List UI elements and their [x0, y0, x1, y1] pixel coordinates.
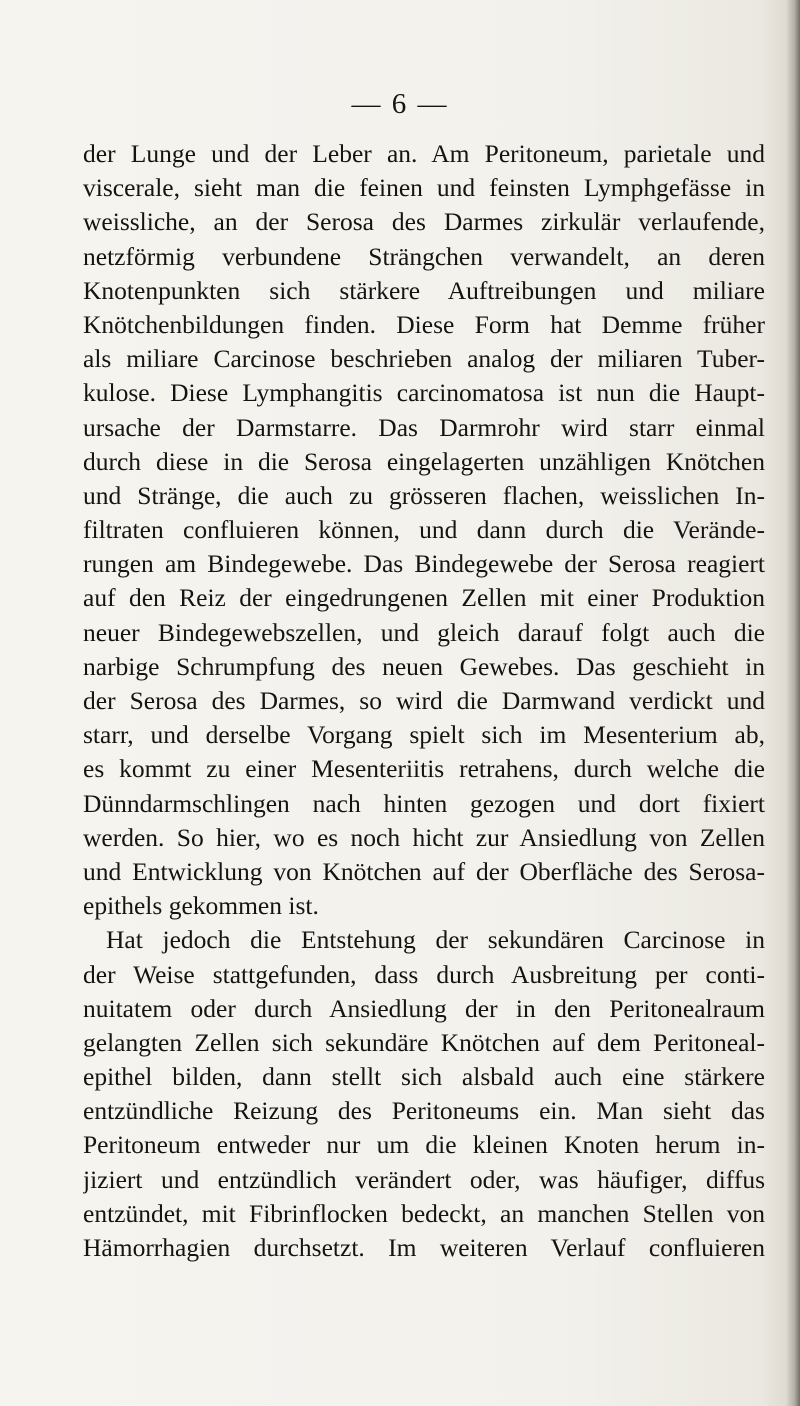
text-line: neuer Bindegewebszellen, und gleich darauf folgt auch die — [83, 617, 765, 647]
body-text — [83, 137, 765, 1265]
text-line: kulose. Diese Lymphangitis carcinomatosa ist nun die Haupt- — [83, 378, 765, 408]
text-line: es kommt zu einer Mesenteriitis retrahens, durch welche die — [83, 754, 765, 784]
page-edge-shadow — [786, 0, 800, 1406]
text-line: Dünndarmschlingen nach hinten gezogen und dort fixiert — [83, 788, 765, 818]
text-line: und Entwicklung von Knötchen auf der Oberfläche des Serosa- — [83, 856, 765, 886]
text-line: als miliare Carcinose beschrieben analog der miliaren Tuber- — [83, 344, 765, 374]
text-line: starr, und derselbe Vorgang spielt sich im Mesenterium ab, — [83, 720, 765, 750]
text-line: jiziert und entzündlich verändert oder, was häufiger, diffus — [83, 1164, 765, 1194]
text-line: durch diese in die Serosa eingelagerten unzähligen Knötchen — [83, 446, 765, 476]
text-line: viscerale, sieht man die feinen und feinsten Lymphgefässe in — [83, 173, 765, 203]
text-line: entzündet, mit Fibrinflocken bedeckt, an manchen Stellen von — [83, 1198, 765, 1228]
text-line: auf den Reiz der eingedrungenen Zellen mit einer Produktion — [83, 583, 765, 613]
text-line: gelangten Zellen sich sekundäre Knötchen auf dem Peritoneal- — [83, 1027, 765, 1057]
text-line-paragraph-start: Hat jedoch die Entstehung der sekundären Carcinose in — [106, 925, 765, 955]
text-line-paragraph-end: epithels gekommen ist. — [83, 891, 319, 921]
text-line: der Weise stattgefunden, dass durch Ausbreitung per conti- — [83, 959, 765, 989]
text-line: nuitatem oder durch Ansiedlung der in den Peritonealraum — [83, 993, 765, 1023]
text-line: Peritoneum entweder nur um die kleinen Knoten herum in- — [83, 1130, 765, 1160]
text-line: Knötchenbildungen finden. Diese Form hat Demme früher — [83, 309, 765, 339]
text-line: weissliche, an der Serosa des Darmes zirkulär verlaufende, — [83, 207, 765, 237]
text-line: entzündliche Reizung des Peritoneums ein. Man sieht das — [83, 1096, 765, 1126]
text-line: Knotenpunkten sich stärkere Auftreibungen und miliare — [83, 275, 765, 305]
text-line: filtraten confluieren können, und dann durch die Verände- — [83, 515, 765, 545]
text-line: ursache der Darmstarre. Das Darmrohr wird starr einmal — [83, 412, 765, 442]
text-line: rungen am Bindegewebe. Das Bindegewebe der Serosa reagiert — [83, 549, 765, 579]
text-line: epithel bilden, dann stellt sich alsbald auch eine stärkere — [83, 1062, 765, 1092]
text-line: und Stränge, die auch zu grösseren flachen, weisslichen In- — [83, 480, 765, 510]
page-number: — 6 — — [351, 88, 449, 120]
text-line: der Lunge und der Leber an. Am Peritoneum, parietale und — [83, 139, 765, 168]
text-line: narbige Schrumpfung des neuen Gewebes. Das geschieht in — [83, 651, 765, 681]
text-line: netzförmig verbundene Strängchen verwandelt, an deren — [83, 241, 765, 271]
text-line: Hämorrhagien durchsetzt. Im weiteren Verlauf confluieren — [83, 1233, 765, 1262]
text-line: der Serosa des Darmes, so wird die Darmwand verdickt und — [83, 686, 765, 715]
text-line: werden. So hier, wo es noch hicht zur Ansiedlung von Zellen — [83, 822, 765, 852]
